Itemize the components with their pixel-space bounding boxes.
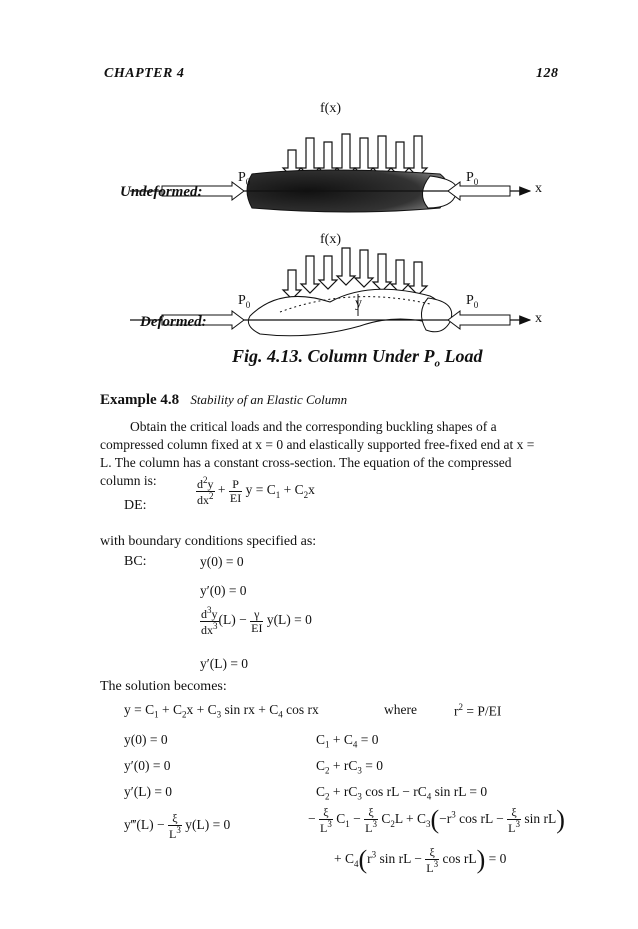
bc-eq-1: y(0) = 0 — [200, 554, 244, 569]
general-solution: $y = C_1 + C_2x + C_3$ sin rx + $C_4$ cos rx — [124, 702, 319, 720]
p0-arrow-right-top — [448, 182, 510, 200]
result-3: $C_2 + rC_3$ cos rL − $rC_4$ sin rL = 0 — [316, 784, 488, 802]
load-label-bottom: f(x) — [320, 232, 341, 247]
deformed-label: Deformed: — [140, 314, 207, 330]
result-4-line-2: + $C_4(r^3$ sin rL − $\frac{\xi}{L^3}$ cos rL) = 0 — [334, 845, 507, 875]
cond-left-1: y(0) = 0 — [124, 732, 168, 747]
cond-left-2: y′(0) = 0 — [124, 758, 171, 773]
cond-left-3: y′(L) = 0 — [124, 784, 173, 799]
load-label-top: f(x) — [320, 101, 341, 116]
result-4-line-1: − $\frac{\xi}{L^3}$ $C_1$ − $\frac{\xi}{L^3}$ $C_2L + C_3(-r^3$ cos rL − $\frac{\xi}{L^3}$ sin rL) — [308, 805, 565, 835]
solution-intro: The solution becomes: — [100, 679, 227, 694]
p0-label-top-right: $P_0$ — [466, 170, 479, 187]
cond-left-4: y‴(L) − $\frac{\xi}{L^3}$ y(L) = 0 — [124, 811, 231, 841]
bc-eq-4: y′(L) = 0 — [200, 656, 249, 671]
x-axis-label-top: x — [535, 181, 542, 196]
undeformed-label: Undeformed: — [120, 184, 203, 200]
figure-caption: Fig. 4.13. Column Under $P_o$ Load — [232, 346, 483, 370]
p0-label-top-left: $P_0$ — [238, 170, 251, 187]
p0-label-bottom-left: $P_0$ — [238, 293, 251, 310]
differential-equation: $\frac{d^2y}{dx^2}$ + $\frac{P}{EI}$ $y = C_1 + C_2x$ — [197, 475, 315, 507]
where-label: where — [384, 702, 417, 717]
bc-label: BC: — [124, 554, 147, 569]
page-number: 128 — [536, 66, 559, 81]
example-heading: Example 4.8 Stability of an Elastic Column — [100, 392, 348, 408]
p0-arrow-right-bottom — [448, 311, 510, 329]
bc-eq-2: y′(0) = 0 — [200, 583, 247, 598]
p0-label-bottom-right: $P_0$ — [466, 293, 479, 310]
chapter-header: CHAPTER 4 — [104, 66, 185, 81]
problem-statement: Obtain the critical loads and the corresponding buckling shapes of a compressed column fixed at x = 0 and elastically supported free-fixed end at x = L. The column has a constant cross-section. The equation of the compressed column is: — [100, 419, 535, 488]
bc-intro: with boundary conditions specified as: — [100, 534, 317, 549]
result-2: $C_2 + rC_3 = 0$ — [316, 758, 384, 776]
deformed-column — [248, 289, 444, 336]
deflection-label: y — [355, 296, 362, 311]
r-definition: $r^2 = P/EI$ — [454, 702, 502, 719]
x-axis-label-bottom: x — [535, 311, 542, 326]
de-label: DE: — [124, 498, 147, 513]
result-1: $C_1 + C_4 = 0$ — [316, 732, 379, 750]
bc-eq-3: $\frac{d^3y}{dx^3}$ (L) − $\frac{\gamma}{EI}$ y(L) = 0 — [201, 605, 312, 637]
